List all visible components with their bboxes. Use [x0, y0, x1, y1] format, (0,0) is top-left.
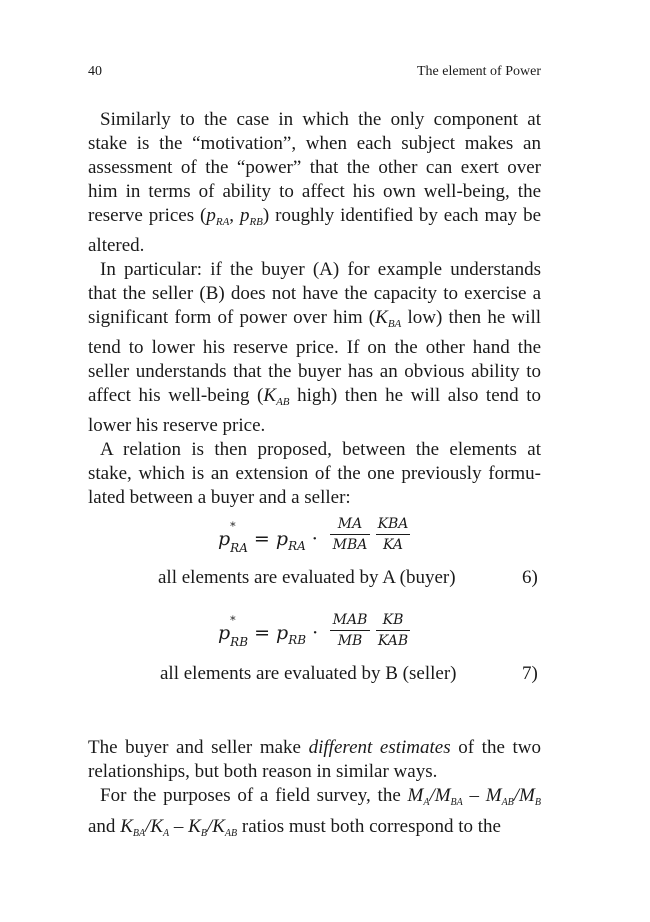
equation-7-lhs: p * $_{RB} = p_{RB}$ · — [218, 614, 319, 649]
text-line: significant form of power over him ( — [88, 307, 376, 328]
text-line: stake is the “motivation”, when each subject makes an — [88, 133, 541, 154]
text-line: lated between a buyer and a seller: — [88, 487, 351, 508]
text-line: relationships, but both reason in similar ways. — [88, 761, 438, 782]
equation-7-caption: all elements are evaluated by B (seller) — [160, 663, 457, 684]
math-subscript: BA — [387, 318, 402, 330]
fraction-k — [376, 516, 410, 553]
text-line: A relation is then proposed, between the elements at — [100, 439, 541, 460]
text-line: Similarly to the case in which the only component at — [100, 109, 541, 130]
denominator: MB — [337, 633, 363, 649]
numerator: KBA — [376, 516, 410, 535]
denominator: KAB — [377, 633, 409, 649]
paragraph-3 — [88, 438, 541, 510]
paragraph-4 — [88, 736, 541, 784]
math-var: p — [206, 205, 216, 226]
body-text-upper — [88, 108, 541, 510]
equation-6-number: 6) — [522, 567, 538, 588]
text-line: tend to lower his reserve price. If on the other hand the — [88, 337, 541, 358]
text-line: to lower his reserve price. — [88, 385, 542, 436]
text-line: assessment of the “power” that the other can exert over — [88, 157, 541, 178]
math-subscript: AB — [276, 396, 290, 408]
text-line: to affect his well-being ( — [88, 361, 542, 406]
text-fragment: and — [88, 816, 121, 837]
paragraph-5 — [88, 784, 541, 846]
ratio-expression-k: $K_{BA}/K_A - K_B/K_{AB}$ — [120, 816, 238, 839]
text-line: be altered. — [88, 205, 541, 256]
denominator: MBA — [332, 537, 368, 553]
text-line: In particular: if the buyer (A) for example understands — [100, 259, 541, 280]
equation-6-caption: all elements are evaluated by A (buyer) — [158, 567, 456, 588]
math-subscript: RA — [215, 216, 230, 228]
emphasis: different estimates — [308, 737, 451, 758]
math-var: K — [375, 307, 388, 328]
text-fragment: of the two — [450, 737, 541, 758]
fraction-k — [376, 612, 410, 649]
equation-7-number: 7) — [522, 663, 538, 684]
denominator: KA — [382, 537, 403, 553]
text-fragment: The buyer and seller make — [88, 737, 309, 758]
running-title: The element of Power — [416, 64, 541, 79]
fraction-m — [330, 612, 370, 649]
text-fragment: , — [229, 205, 240, 226]
text-fragment: ratios must both correspond to the — [237, 816, 501, 837]
text-line: that the seller (B) does not have the capacity to exercise a — [88, 283, 541, 304]
text-line: seller understands that the buyer has an obvious ability — [88, 361, 520, 382]
running-header — [88, 64, 541, 82]
paragraph-1 — [88, 108, 541, 258]
numerator: MA — [330, 516, 370, 535]
numerator: KB — [376, 612, 410, 631]
text-line: stake, which is an extension of the one previously formu- — [88, 463, 541, 484]
fraction-m — [330, 516, 370, 553]
equation-6-lhs: p * $_{RA} = p_{RA}$ · — [218, 520, 318, 555]
text-fragment: low) then he will — [401, 307, 542, 328]
math-var: K — [263, 385, 277, 406]
paragraph-2 — [88, 258, 541, 438]
text-line: reserve prices ( — [88, 205, 207, 226]
numerator: MAB — [330, 612, 370, 631]
text-fragment: ) roughly identified by each may — [262, 205, 518, 226]
page-number: 40 — [88, 64, 102, 79]
text-fragment: For the purposes of a field survey, the — [100, 785, 408, 806]
body-text-lower — [88, 736, 541, 846]
text-line: him in terms of ability to affect his own well-being, the — [88, 181, 541, 202]
math-subscript: RB — [249, 216, 263, 228]
ratio-expression-m: $M_A/M_{BA} - M_{AB}/M_B$ — [407, 785, 541, 808]
text-fragment: high) then he will also tend — [289, 385, 519, 406]
math-var: p — [239, 205, 250, 226]
